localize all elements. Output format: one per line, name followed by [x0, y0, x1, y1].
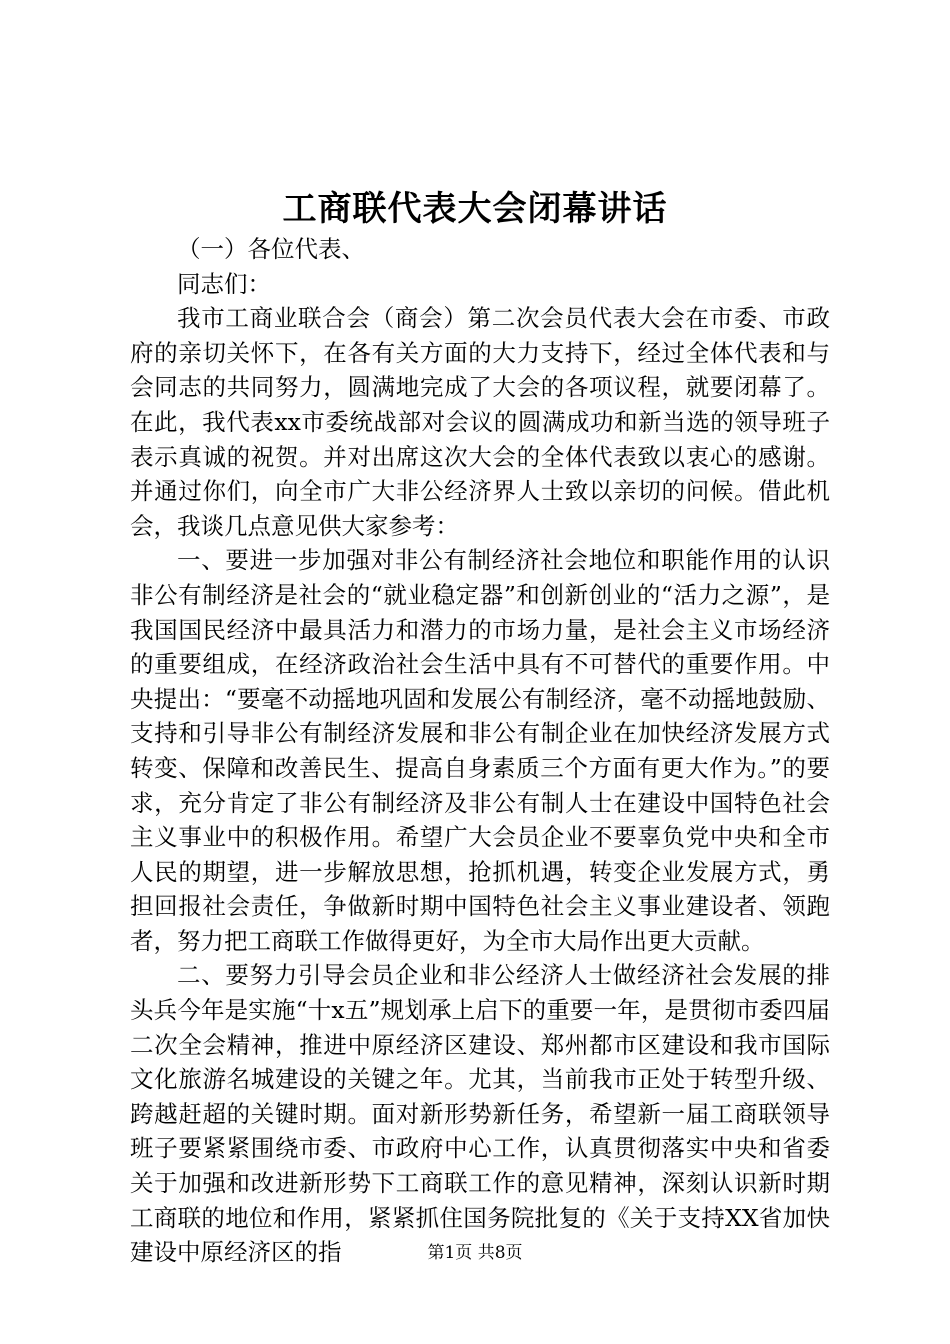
body-paragraph: 二、要努力引导会员企业和非公经济人士做经济社会发展的排头兵今年是实施“十x五”规划承上启下的重要一年，是贯彻市委四届二次全会精神，推进中原经济区建设、郑州都市区建设和我市国际文化旅游名城建设的关键之年。尤其，当前我市正处于转型升级、跨越赶超的关键时期。面对新形势新任务，希望新一届工商联领导班子要紧紧围绕市委、市政府中心工作，认真贯彻落实中央和省委关于加强和改进新形势下工商联工作的意见精神，深刻认识新时期工商联的地位和作用，紧紧抓住国务院批复的《关于支持XX省加快建设中原经济区的指 — [130, 961, 830, 1267]
body-paragraph: 一、要进一步加强对非公有制经济社会地位和职能作用的认识非公有制经济是社会的“就业稳定器”和创新创业的“活力之源”，是我国国民经济中最具活力和潜力的市场力量，是社会主义市场经济的重要组成，在经济政治社会生活中具有不可替代的重要作用。中央提出：“要毫不动摇地巩固和发展公有制经济，毫不动摇地鼓励、支持和引导非公有制经济发展和非公有制企业在加快经济发展方式转变、保障和改善民生、提高自身素质三个方面有更大作为。”的要求，充分肯定了非公有制经济及非公有制人士在建设中国特色社会主义事业中的积极作用。希望广大会员企业不要辜负党中央和全市人民的期望，进一步解放思想，抢抓机遇，转变企业发展方式，勇担回报社会责任，争做新时期中国特色社会主义事业建设者、领跑者，努力把工商联工作做得更好，为全市大局作出更大贡献。 — [130, 546, 830, 955]
document-title: 工商联代表大会闭幕讲话 — [282, 189, 668, 229]
page-footer: 第1页 共8页 — [427, 1243, 523, 1263]
salutation-line: 同志们： — [177, 269, 271, 298]
body-paragraph: 我市工商业联合会（商会）第二次会员代表大会在市委、市政府的亲切关怀下，在各有关方面的大力支持下，经过全体代表和与会同志的共同努力，圆满地完成了大会的各项议程，就要闭幕了。在此，我代表xx市委统战部对会议的圆满成功和新当选的领导班子表示真诚的祝贺。并对出席这次大会的全体代表致以衷心的感谢。并通过你们，向全市广大非公经济界人士致以亲切的问候。借此机会，我谈几点意见供大家参考： — [130, 304, 830, 540]
document-body — [130, 232, 830, 1270]
salutation-line: （一）各位代表、 — [177, 235, 365, 263]
